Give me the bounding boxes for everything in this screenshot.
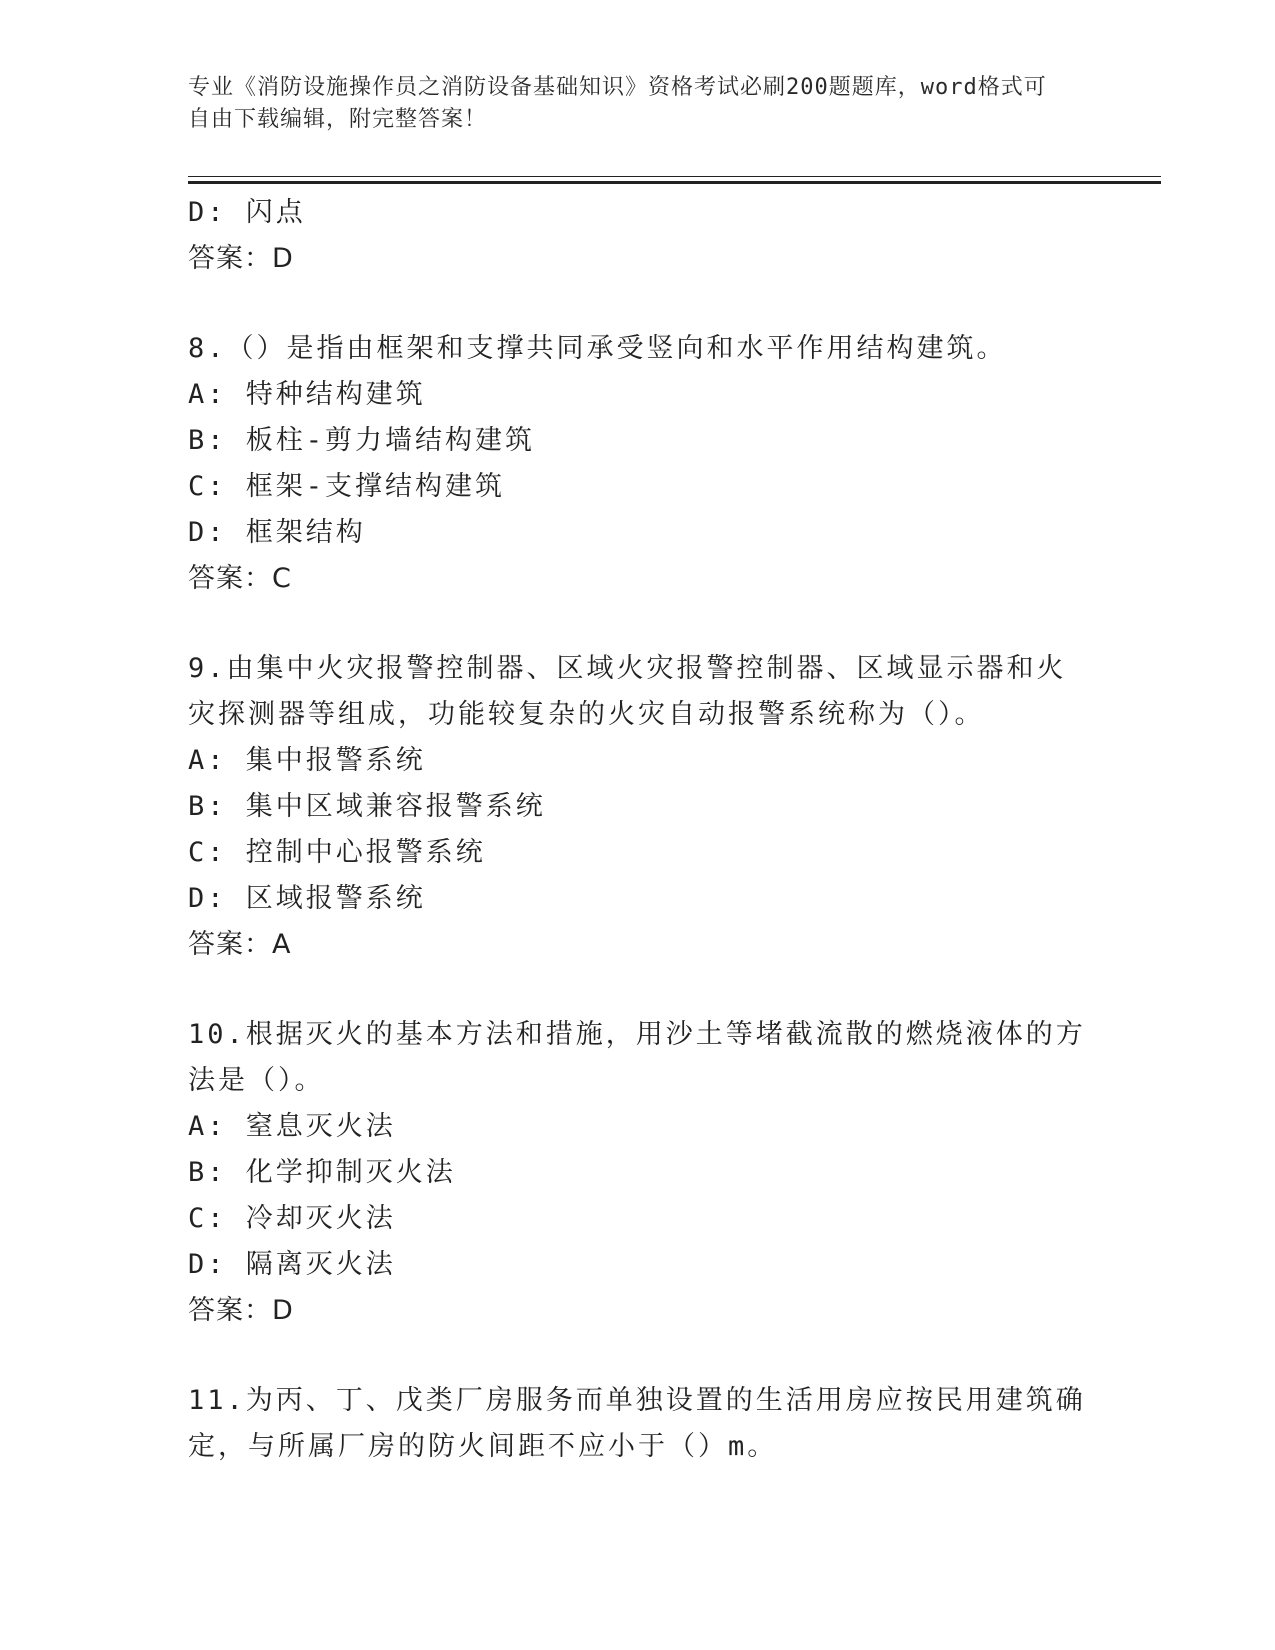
question-list (188, 190, 1088, 1470)
option-b: B: 集中区域兼容报警系统 (188, 791, 546, 822)
option-c: C: 控制中心报警系统 (188, 837, 486, 868)
question-text: 8.（）是指由框架和支撑共同承受竖向和水平作用结构建筑。 (188, 333, 1007, 364)
carryover-block (188, 190, 1088, 282)
answer-line: 答案：D (188, 243, 294, 274)
answer-line: 答案：D (188, 1295, 294, 1326)
option-a: A: 集中报警系统 (188, 745, 426, 776)
option-c: C: 框架-支撑结构建筑 (188, 471, 506, 502)
header-divider-thin (188, 176, 1161, 177)
question-text: 10.根据灭火的基本方法和措施，用沙土等堵截流散的燃烧液体的方法是（）。 (188, 1019, 1086, 1096)
option-b: B: 化学抑制灭火法 (188, 1157, 456, 1188)
answer-line: 答案：A (188, 929, 292, 960)
option-d: D: 隔离灭火法 (188, 1249, 396, 1280)
answer-line: 答案：C (188, 563, 292, 594)
option-a: A: 特种结构建筑 (188, 379, 426, 410)
option-a: A: 窒息灭火法 (188, 1111, 396, 1142)
option-b: B: 板柱-剪力墙结构建筑 (188, 425, 536, 456)
question-11 (188, 1378, 1088, 1470)
option-c: C: 冷却灭火法 (188, 1203, 396, 1234)
header-divider-thick (188, 181, 1161, 184)
option-d: D: 闪点 (188, 197, 306, 228)
question-text: 9.由集中火灾报警控制器、区域火灾报警控制器、区域显示器和火灾探测器等组成，功能较复杂的火灾自动报警系统称为（）。 (188, 653, 1067, 730)
question-8 (188, 326, 1088, 602)
option-d: D: 框架结构 (188, 517, 366, 548)
question-9 (188, 646, 1088, 968)
question-10 (188, 1012, 1088, 1334)
option-d: D: 区域报警系统 (188, 883, 426, 914)
question-text: 11.为丙、丁、戊类厂房服务而单独设置的生活用房应按民用建筑确定，与所属厂房的防火间距不应小于（）m。 (188, 1385, 1086, 1462)
document-header: 专业《消防设施操作员之消防设备基础知识》资格考试必刷200题题库，word格式可自由下载编辑，附完整答案！ (188, 75, 1047, 132)
